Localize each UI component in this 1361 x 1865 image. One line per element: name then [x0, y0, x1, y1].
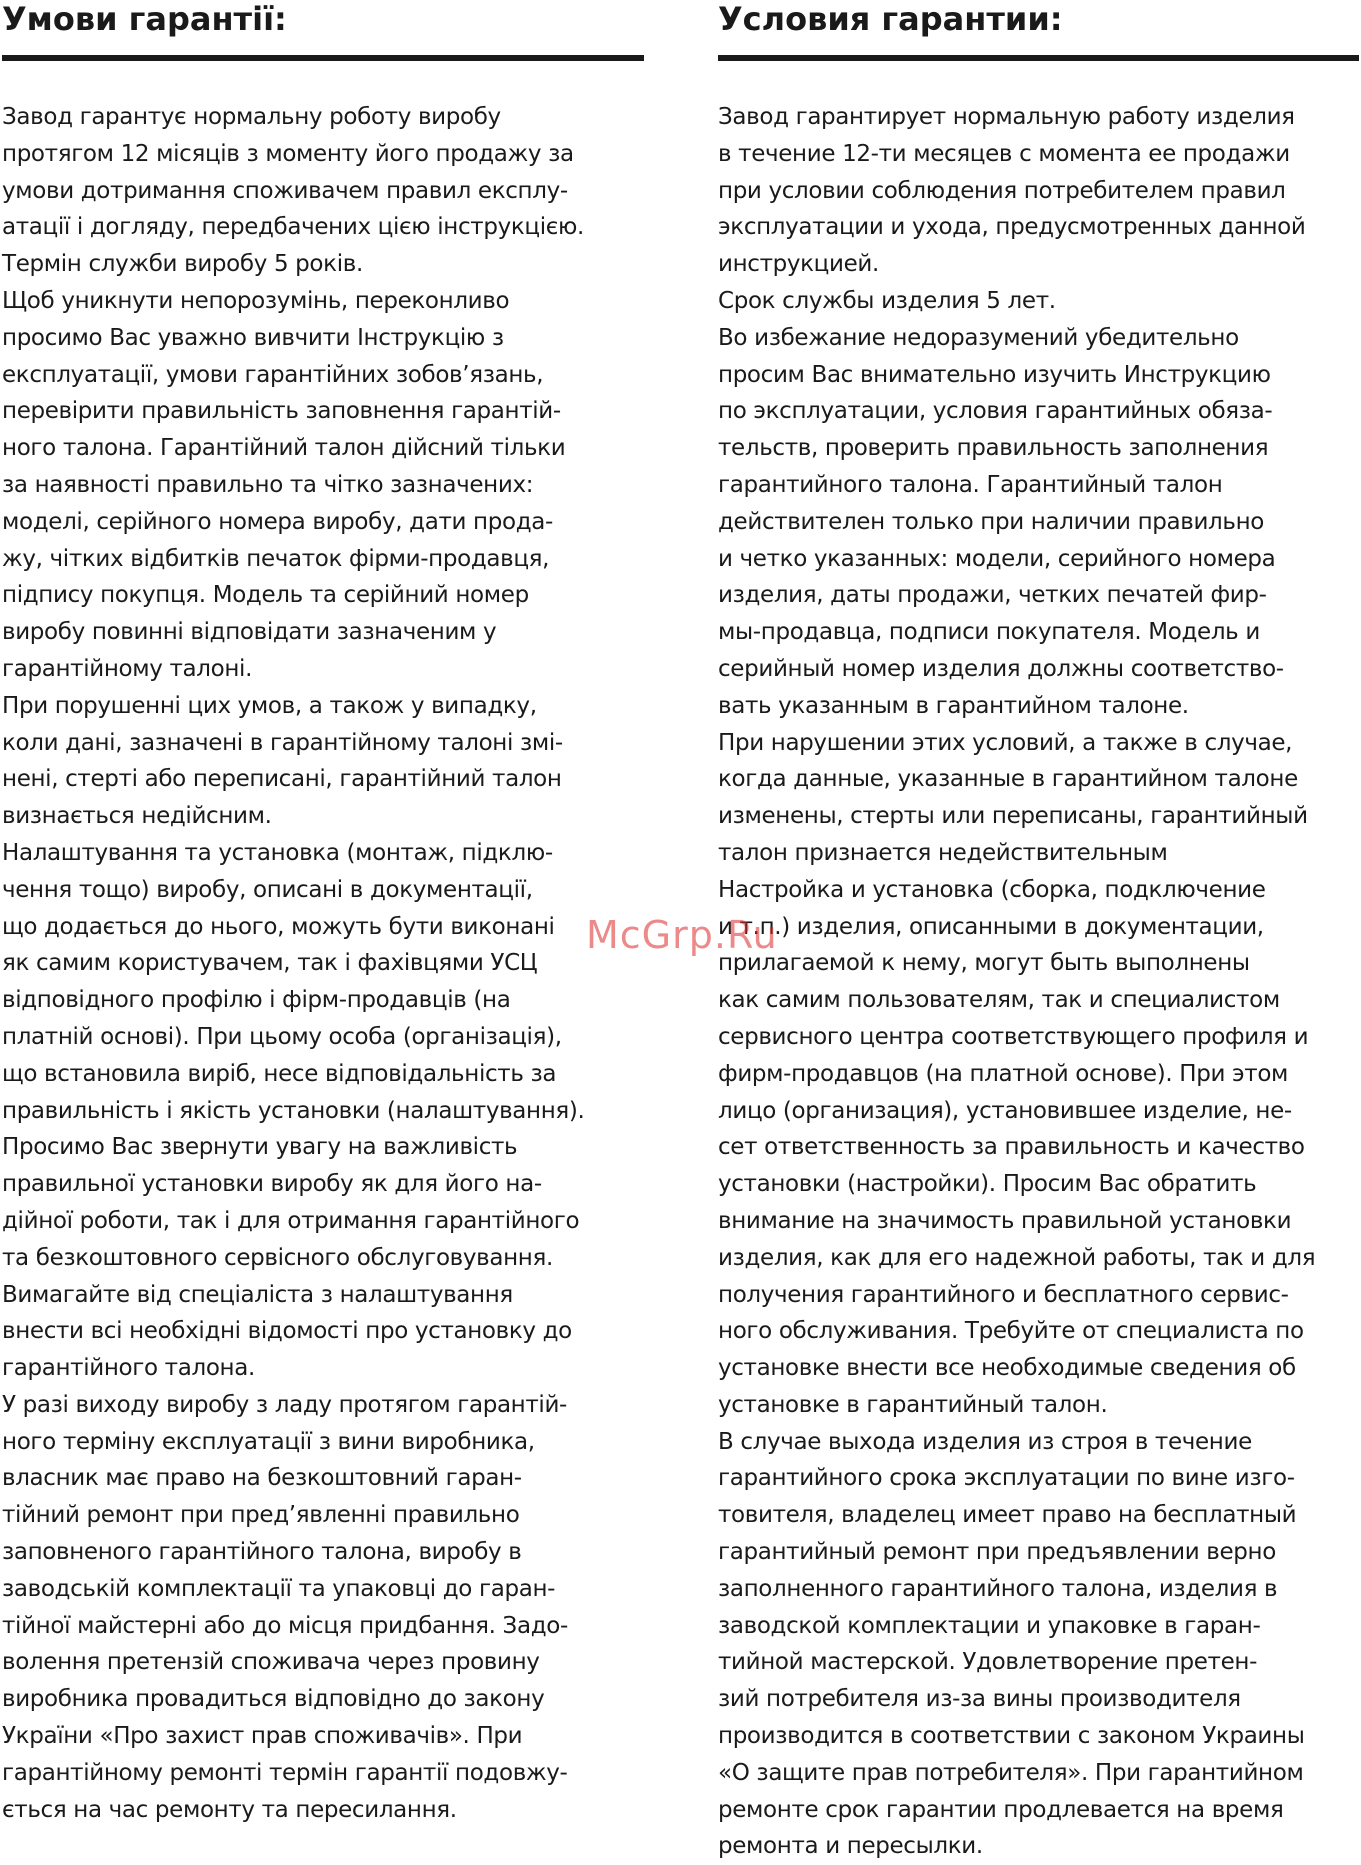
paragraph: [2, 99, 642, 283]
text-line: действителен только при наличии правильно: [718, 508, 1265, 535]
text-line: що додається до нього, можуть бути виконані: [2, 913, 555, 940]
text-line: В случае выхода изделия из строя в течение: [718, 1428, 1252, 1455]
text-line: заводській комплектації та упаковці до гаран-: [2, 1575, 556, 1602]
paragraph: [718, 872, 1361, 1424]
paragraph: [718, 320, 1361, 725]
text-line: лицо (организация), установившее изделие, не-: [718, 1097, 1292, 1124]
text-line: коли дані, зазначені в гарантійному талоні змі-: [2, 729, 563, 756]
text-line: талон признается недействительным: [718, 839, 1168, 866]
text-line: сет ответственность за правильность и качество: [718, 1134, 1305, 1161]
text-line: гарантійному ремонті термін гарантії подовжу-: [2, 1759, 568, 1786]
text-line: ремонте срок гарантии продлевается на время: [718, 1796, 1284, 1823]
text-line: Настройка и установка (сборка, подключение: [718, 876, 1266, 903]
paragraph: [718, 1424, 1361, 1865]
paragraph: [2, 1387, 642, 1829]
text-line: Завод гарантує нормальну роботу виробу: [2, 104, 501, 130]
text-line: умови дотримання споживачем правил експлу-: [2, 177, 568, 204]
text-line: перевірити правильність заповнення гарантій-: [2, 398, 561, 425]
text-line: підпису покупця. Модель та серійний номер: [2, 582, 529, 609]
text-line: нені, стерті або переписані, гарантійний талон: [2, 766, 562, 793]
text-line: виробника провадиться відповідно до закону: [2, 1686, 545, 1713]
text-line: ється на час ремонту та пересилання.: [2, 1796, 457, 1823]
text-line: получения гарантийного и бесплатного сервис-: [718, 1281, 1289, 1308]
ukrainian-body: [2, 99, 642, 1828]
text-line: гарантійному талоні.: [2, 655, 253, 682]
russian-heading-rule: [718, 55, 1359, 61]
text-line: установки (настройки). Просим Вас обратить: [718, 1171, 1257, 1198]
text-line: ного талона. Гарантійний талон дійсний тільки: [2, 435, 566, 462]
text-line: правильність і якість установки (налаштування).: [2, 1097, 585, 1124]
ukrainian-heading-rule: [2, 55, 644, 61]
text-line: тийной мастерской. Удовлетворение претен-: [718, 1649, 1258, 1676]
text-line: товителя, владелец имеет право на бесплатный: [718, 1502, 1297, 1529]
paragraph: [718, 725, 1361, 872]
text-line: власник має право на безкоштовний гаран-: [2, 1465, 522, 1492]
text-line: експлуатації, умови гарантійних зобов’язань,: [2, 361, 544, 388]
text-line: Щоб уникнути непорозумінь, переконливо: [2, 287, 510, 314]
text-line: и т.п.) изделия, описанными в документации,: [718, 913, 1264, 940]
text-line: відповідного профілю і фірм-продавців (на: [2, 987, 511, 1014]
text-line: виробу повинні відповідати зазначеним у: [2, 619, 497, 646]
paragraph: [718, 283, 1361, 320]
text-line: инструкцией.: [718, 251, 879, 278]
text-line: що встановила виріб, несе відповідальність за: [2, 1060, 557, 1087]
text-line: та безкоштовного сервісного обслуговування.: [2, 1244, 553, 1271]
text-line: изменены, стерты или переписаны, гарантийный: [718, 803, 1308, 830]
text-line: когда данные, указанные в гарантийном талоне: [718, 766, 1298, 793]
text-line: по эксплуатации, условия гарантийных обяза-: [718, 398, 1273, 425]
text-line: Термін служби виробу 5 років.: [2, 251, 363, 278]
text-line: изделия, даты продажи, четких печатей фир-: [718, 582, 1267, 609]
text-line: внимание на значимость правильной установки: [718, 1207, 1292, 1234]
text-line: гарантійного талона.: [2, 1355, 255, 1382]
text-line: ремонта и пересылки.: [718, 1833, 983, 1860]
paragraph: [2, 835, 642, 1387]
text-line: ного обслуживания. Требуйте от специалиста по: [718, 1318, 1304, 1345]
text-line: чення тощо) виробу, описані в документації,: [2, 876, 533, 903]
text-line: просимо Вас уважно вивчити Інструкцію з: [2, 324, 504, 351]
text-line: правильної установки виробу як для його на-: [2, 1171, 542, 1198]
text-line: У разі виходу виробу з ладу протягом гарантій-: [2, 1391, 568, 1418]
text-line: тійний ремонт при пред’явленні правильно: [2, 1502, 520, 1529]
text-line: вать указанным в гарантийном талоне.: [718, 692, 1189, 719]
text-line: и четко указанных: модели, серийного номера: [718, 545, 1276, 572]
text-line: платній основі). При цьому особа (організація),: [2, 1023, 562, 1050]
russian-body: [718, 99, 1361, 1865]
text-line: изделия, как для его надежной работы, так и для: [718, 1244, 1316, 1271]
text-line: как самим пользователям, так и специалистом: [718, 987, 1280, 1014]
ukrainian-heading: Умови гарантії:: [2, 0, 287, 38]
text-line: заводской комплектации и упаковке в гаран-: [718, 1612, 1261, 1639]
text-line: просим Вас внимательно изучить Инструкцию: [718, 361, 1271, 388]
text-line: Просимо Вас звернути увагу на важливість: [2, 1134, 518, 1161]
text-line: установке в гарантийный талон.: [718, 1391, 1108, 1418]
text-line: тельств, проверить правильность заполнения: [718, 435, 1269, 462]
text-line: Налаштування та установка (монтаж, підклю-: [2, 839, 553, 866]
text-line: Завод гарантирует нормальную работу изделия: [718, 104, 1295, 130]
text-line: установке внести все необходимые сведения об: [718, 1355, 1296, 1382]
text-line: України «Про захист прав споживачів». При: [2, 1723, 523, 1750]
paragraph: [2, 283, 642, 688]
russian-heading: Условия гарантии:: [718, 0, 1063, 38]
text-line: гарантийный ремонт при предъявлении верно: [718, 1539, 1276, 1566]
text-line: гарантийного срока эксплуатации по вине изго-: [718, 1465, 1295, 1492]
text-line: визнається недійсним.: [2, 803, 272, 830]
ukrainian-column: [2, 0, 642, 1828]
text-line: Во избежание недоразумений убедительно: [718, 324, 1239, 351]
text-line: Срок службы изделия 5 лет.: [718, 287, 1056, 314]
watermark: McGrp.Ru: [586, 913, 778, 957]
text-line: заповненого гарантійного талона, виробу в: [2, 1539, 522, 1566]
text-line: дійної роботи, так і для отримання гарантійного: [2, 1207, 580, 1234]
text-line: серийный номер изделия должны соответство-: [718, 655, 1284, 682]
text-line: прилагаемой к нему, могут быть выполнены: [718, 950, 1250, 977]
text-line: гарантийного талона. Гарантийный талон: [718, 471, 1223, 498]
russian-column: [718, 0, 1361, 1865]
paragraph: [718, 99, 1361, 283]
text-line: При нарушении этих условий, а также в случае,: [718, 729, 1293, 756]
text-line: атації і догляду, передбачених цією інструкцією.: [2, 214, 584, 241]
text-line: ного терміну експлуатації з вини виробника,: [2, 1428, 535, 1455]
text-line: волення претензій споживача через провину: [2, 1649, 540, 1676]
text-line: эксплуатации и ухода, предусмотренных данной: [718, 214, 1306, 241]
text-line: внести всі необхідні відомості про установку до: [2, 1318, 572, 1345]
paragraph: [2, 688, 642, 835]
text-line: тійної майстерні або до місця придбання. Задо-: [2, 1612, 568, 1639]
text-line: моделі, серійного номера виробу, дати прода-: [2, 508, 553, 535]
text-line: мы-продавца, подписи покупателя. Модель и: [718, 619, 1260, 646]
text-line: фирм-продавцов (на платной основе). При этом: [718, 1060, 1289, 1087]
text-line: при условии соблюдения потребителем правил: [718, 177, 1286, 204]
text-line: протягом 12 місяців з моменту його продажу за: [2, 140, 574, 167]
text-line: «О защите прав потребителя». При гарантийном: [718, 1759, 1304, 1786]
text-line: в течение 12-ти месяцев с момента ее продажи: [718, 140, 1290, 167]
text-line: При порушенні цих умов, а також у випадку,: [2, 692, 537, 719]
text-line: сервисного центра соответствующего профиля и: [718, 1023, 1309, 1050]
text-line: за наявності правильно та чітко зазначених:: [2, 471, 534, 498]
text-line: як самим користувачем, так і фахівцями УСЦ: [2, 950, 538, 977]
text-line: Вимагайте від спеціаліста з налаштування: [2, 1281, 513, 1308]
text-line: жу, чітких відбитків печаток фірми-продавця,: [2, 545, 550, 572]
text-line: заполненного гарантийного талона, изделия в: [718, 1575, 1278, 1602]
text-line: зий потребителя из-за вины производителя: [718, 1686, 1241, 1713]
text-line: производится в соответствии с законом Украины: [718, 1723, 1305, 1750]
